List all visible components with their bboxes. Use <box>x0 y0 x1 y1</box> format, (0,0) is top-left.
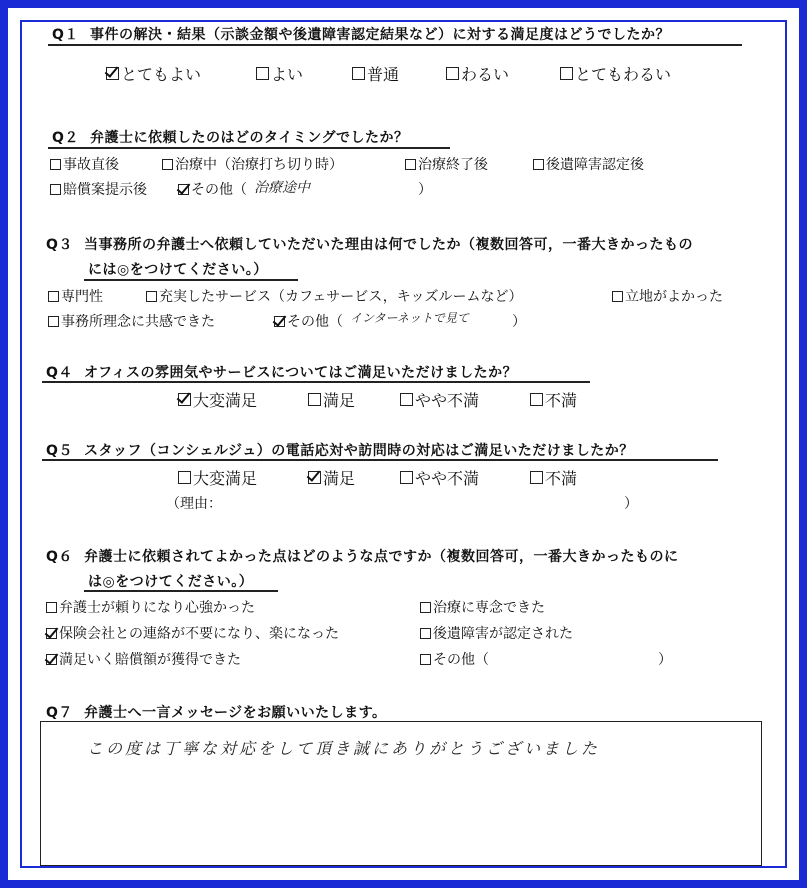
checkbox-checked-icon[interactable] <box>178 184 189 195</box>
q2-close-paren: ） <box>418 182 432 198</box>
q6-option-6[interactable]: その他（ <box>420 649 489 669</box>
q3-option-5[interactable]: その他（ <box>274 311 343 331</box>
q3-question-line2: には◎をつけてください。） <box>88 262 268 278</box>
q2-option-5[interactable]: 賠償案提示後 <box>50 179 147 199</box>
q3-option-3[interactable]: 立地がよかった <box>612 286 723 306</box>
q2-text: 弁護士に依頼したのはどのタイミングでしたか？ <box>90 130 409 146</box>
checkbox-icon[interactable] <box>50 159 61 170</box>
q7-text: 弁護士へ一言メッセージをお願いいたします。 <box>84 705 387 721</box>
checkbox-icon[interactable] <box>256 67 269 80</box>
q1-underline <box>48 44 742 46</box>
q3-text: 当事務所の弁護士へ依頼していただいた理由は何でしたか（複数回答可，一番大きかったもの <box>84 237 693 253</box>
message-handwritten: この度は丁寧な対応をして頂き誠にありがとうございました <box>87 739 601 758</box>
checkbox-icon[interactable] <box>560 67 573 80</box>
checkbox-checked-icon[interactable] <box>274 316 285 327</box>
checkbox-checked-icon[interactable] <box>106 67 119 80</box>
q6-option-1[interactable]: 弁護士が頼りになり心強かった <box>46 597 255 617</box>
q3-other-handwritten: インターネットで見て <box>350 311 469 325</box>
q5-reason-label: （理由： <box>166 496 222 512</box>
q5-option-2[interactable]: 満足 <box>308 466 355 489</box>
checkbox-icon[interactable] <box>48 316 59 327</box>
checkbox-icon[interactable] <box>50 184 61 195</box>
q6-question <box>46 546 679 566</box>
q3-close-paren: ） <box>512 314 526 330</box>
q5-reason-close-paren: ） <box>624 496 638 512</box>
checkbox-icon[interactable] <box>48 291 59 302</box>
q4-text: オフィスの雰囲気やサービスについてはご満足いただけましたか？ <box>84 365 518 381</box>
checkbox-icon[interactable] <box>530 393 543 406</box>
q6-text: 弁護士に依頼されてよかった点はどのような点ですか（複数回答可，一番大きかったものに <box>84 549 679 565</box>
q1-number: Q１ <box>52 27 79 43</box>
q7-question <box>46 702 387 722</box>
q6-underline <box>84 590 278 592</box>
q2-option-4[interactable]: 後遺障害認定後 <box>533 154 644 174</box>
q4-option-2[interactable]: 満足 <box>308 388 355 411</box>
q5-option-3[interactable]: やや不満 <box>400 466 479 489</box>
q4-option-1[interactable]: 大変満足 <box>178 388 257 411</box>
checkbox-icon[interactable] <box>420 654 431 665</box>
q1-option-2[interactable]: よい <box>256 62 303 85</box>
q2-other-handwritten: 治療途中 <box>254 180 310 196</box>
q3-number: Q３ <box>46 237 73 253</box>
checkbox-checked-icon[interactable] <box>46 654 57 665</box>
checkbox-icon[interactable] <box>405 159 416 170</box>
checkbox-icon[interactable] <box>146 291 157 302</box>
checkbox-icon[interactable] <box>446 67 459 80</box>
q3-option-2[interactable]: 充実したサービス（カフェサービス，キッズルームなど） <box>146 286 522 306</box>
checkbox-icon[interactable] <box>162 159 173 170</box>
q2-option-2[interactable]: 治療中（治療打ち切り時） <box>162 154 343 174</box>
q2-option-1[interactable]: 事故直後 <box>50 154 119 174</box>
checkbox-icon[interactable] <box>533 159 544 170</box>
q3-underline <box>84 279 298 281</box>
checkbox-checked-icon[interactable] <box>178 393 191 406</box>
q6-number: Q６ <box>46 549 73 565</box>
q6-option-3[interactable]: 保険会社との連絡が不要になり、楽になった <box>46 623 339 643</box>
checkbox-icon[interactable] <box>612 291 623 302</box>
checkbox-icon[interactable] <box>420 628 431 639</box>
checkbox-icon[interactable] <box>308 393 321 406</box>
q2-option-3[interactable]: 治療終了後 <box>405 154 488 174</box>
checkbox-icon[interactable] <box>46 602 57 613</box>
q3-option-4[interactable]: 事務所理念に共感できた <box>48 311 215 331</box>
q2-number: Q２ <box>52 130 79 146</box>
q4-question <box>46 362 517 382</box>
q3-question <box>46 234 693 254</box>
q2-option-6[interactable]: その他（ <box>178 179 247 199</box>
checkbox-checked-icon[interactable] <box>46 628 57 639</box>
q5-text: スタッフ（コンシェルジュ）の電話応対や訪問時の対応はご満足いただけましたか？ <box>84 443 634 459</box>
message-box[interactable] <box>40 721 762 866</box>
q5-option-4[interactable]: 不満 <box>530 466 577 489</box>
checkbox-icon[interactable] <box>400 393 413 406</box>
q5-underline <box>42 459 718 461</box>
q5-number: Q５ <box>46 443 73 459</box>
q4-option-4[interactable]: 不満 <box>530 388 577 411</box>
q1-option-5[interactable]: とてもわるい <box>560 62 671 85</box>
checkbox-icon[interactable] <box>352 67 365 80</box>
q4-option-3[interactable]: やや不満 <box>400 388 479 411</box>
q1-question <box>52 24 670 44</box>
q1-option-3[interactable]: 普通 <box>352 62 399 85</box>
checkbox-checked-icon[interactable] <box>308 471 321 484</box>
q1-option-1[interactable]: とてもよい <box>106 62 201 85</box>
q6-option-4[interactable]: 後遺障害が認定された <box>420 623 573 643</box>
q1-text: 事件の解決・結果（示談金額や後遺障害認定結果など）に対する満足度はどうでしたか？ <box>90 27 670 43</box>
q2-question <box>52 127 408 147</box>
q5-option-1[interactable]: 大変満足 <box>178 466 257 489</box>
q4-underline <box>42 381 590 383</box>
checkbox-icon[interactable] <box>400 471 413 484</box>
q6-close-paren: ） <box>658 652 672 668</box>
q3-option-1[interactable]: 専門性 <box>48 286 103 306</box>
q7-number: Q７ <box>46 705 73 721</box>
q4-number: Q４ <box>46 365 73 381</box>
q6-option-2[interactable]: 治療に専念できた <box>420 597 545 617</box>
q2-underline <box>48 147 450 149</box>
checkbox-icon[interactable] <box>530 471 543 484</box>
q1-option-4[interactable]: わるい <box>446 62 509 85</box>
q5-question <box>46 440 634 460</box>
checkbox-icon[interactable] <box>178 471 191 484</box>
q6-option-5[interactable]: 満足いく賠償額が獲得できた <box>46 649 241 669</box>
q6-question-line2: は◎をつけてください。） <box>88 574 254 590</box>
checkbox-icon[interactable] <box>420 602 431 613</box>
